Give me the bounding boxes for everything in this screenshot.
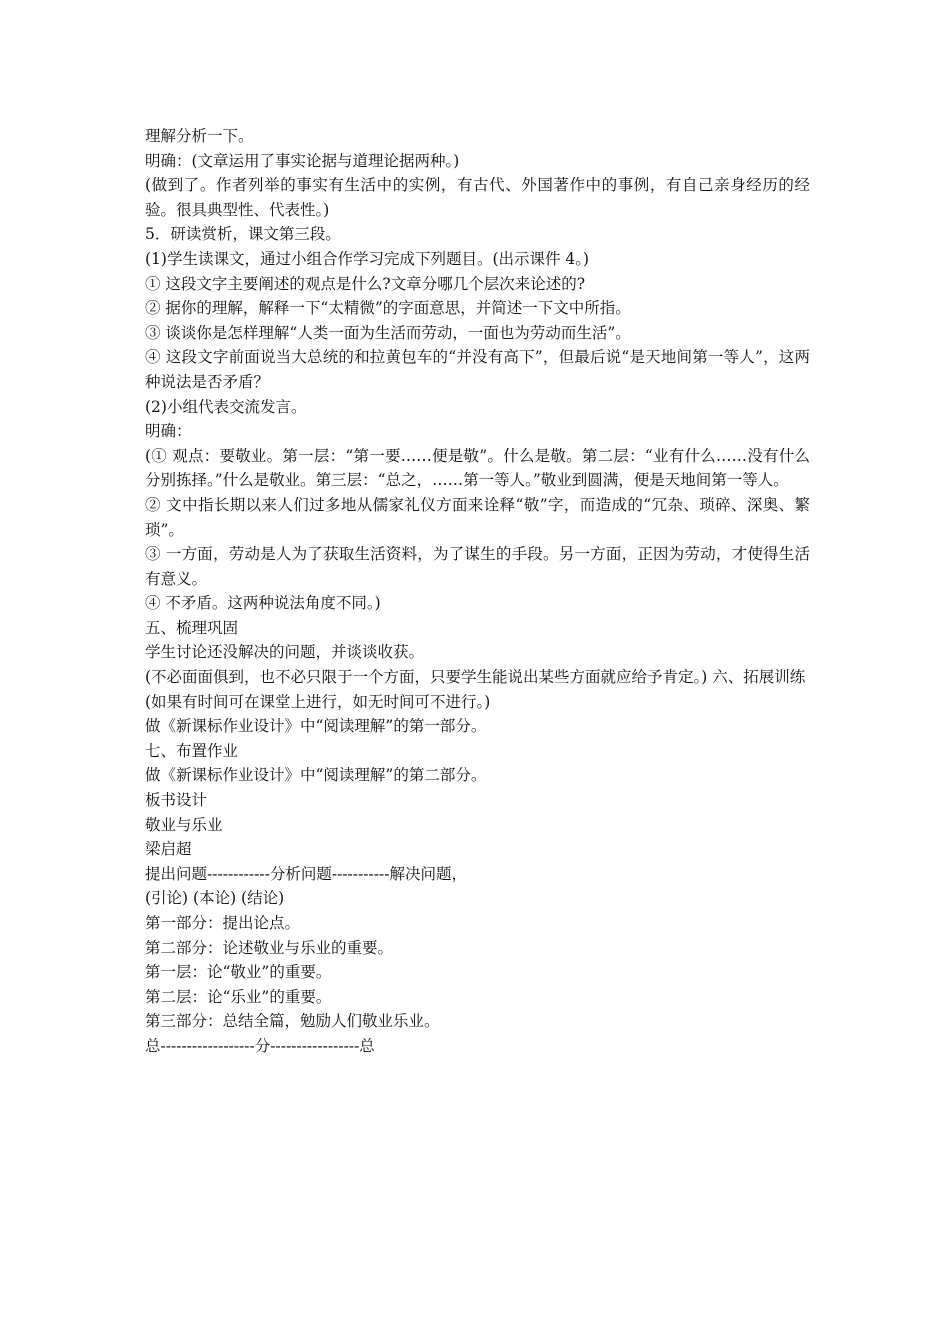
board-line: 第二层：论“乐业”的重要。 bbox=[145, 987, 332, 1006]
text-line: (不必面面俱到，也不必只限于一个方面，只要学生能说出某些方面就应给予肯定。) 六、拓展训练 bbox=[145, 668, 806, 687]
board-line: (引论) (本论) (结论) bbox=[145, 889, 285, 908]
text-line: 明确： bbox=[145, 422, 192, 441]
section-heading: 5．研读赏析，课文第三段。 bbox=[145, 225, 341, 244]
answer-item: (① 观点：要敬业。第一层：“第一要……便是敬”。什么是敬。第二层：“业有什么……没有什么分别拣择。”什么是敬业。第三层：“总之，……第一等人。”敬业到圆满，便是天地间第一等人。 bbox=[145, 446, 810, 490]
board-line: 总------------------分-----------------总 bbox=[145, 1036, 375, 1055]
question-item: ④ 这段文字前面说当大总统的和拉黄包车的“并没有高下”，但最后说“是天地间第一等人”，这两种说法是否矛盾？ bbox=[145, 348, 810, 391]
board-line: 第三部分：总结全篇，勉励人们敬业乐业。 bbox=[145, 1012, 440, 1031]
board-line: 第二部分：论述敬业与乐业的重要。 bbox=[145, 938, 394, 957]
text-line: (如果有时间可在课堂上进行，如无时间可不进行。) bbox=[145, 692, 491, 711]
text-line: (2)小组代表交流发言。 bbox=[145, 397, 307, 416]
section-heading: 五、梳理巩固 bbox=[145, 618, 239, 637]
text-line: 学生讨论还没解决的问题，并谈谈收获。 bbox=[145, 643, 425, 662]
text-line: (做到了。作者列举的事实有生活中的实例，有古代、外国著作中的事例，有自己亲身经历的经验。很具典型性、代表性。) bbox=[145, 176, 810, 219]
answer-item: ④ 不矛盾。这两种说法角度不同。) bbox=[145, 594, 381, 613]
text-line: (1)学生读课文，通过小组合作学习完成下列题目。(出示课件 4。) bbox=[145, 249, 590, 268]
text-line: 做《新课标作业设计》中“阅读理解”的第二部分。 bbox=[145, 766, 487, 785]
board-design-heading: 板书设计 bbox=[145, 791, 208, 810]
answer-item: ③ 一方面，劳动是人为了获取生活资料，为了谋生的手段。另一方面，正因为劳动，才使得生活有意义。 bbox=[145, 545, 810, 588]
answer-item: ② 文中指长期以来人们过多地从儒家礼仪方面来诠释“敬”字，而造成的“冗杂、琐碎、深奥、繁琐”。 bbox=[145, 495, 810, 539]
board-line: 第一部分：提出论点。 bbox=[145, 914, 301, 932]
text-line: 明确：(文章运用了事实论据与道理论据两种。) bbox=[145, 151, 460, 170]
board-line: 第一层：论“敬业”的重要。 bbox=[145, 963, 332, 982]
board-line: 提出问题------------分析问题-----------解决问题， bbox=[145, 864, 467, 883]
question-item: ① 这段文字主要阐述的观点是什么?文章分哪几个层次来论述的? bbox=[145, 274, 586, 293]
document-body bbox=[145, 124, 810, 1059]
section-heading: 七、布置作业 bbox=[145, 741, 239, 760]
text-line: 理解分析一下。 bbox=[145, 127, 254, 145]
question-item: ③ 谈谈你是怎样理解“人类一面为生活而劳动，一面也为劳动而生活”。 bbox=[145, 323, 631, 342]
board-author: 梁启超 bbox=[145, 840, 192, 859]
question-item: ② 据你的理解，解释一下“太精微”的字面意思，并简述一下文中所指。 bbox=[145, 299, 631, 318]
board-title: 敬业与乐业 bbox=[145, 815, 223, 834]
text-line: 做《新课标作业设计》中“阅读理解”的第一部分。 bbox=[145, 717, 487, 736]
